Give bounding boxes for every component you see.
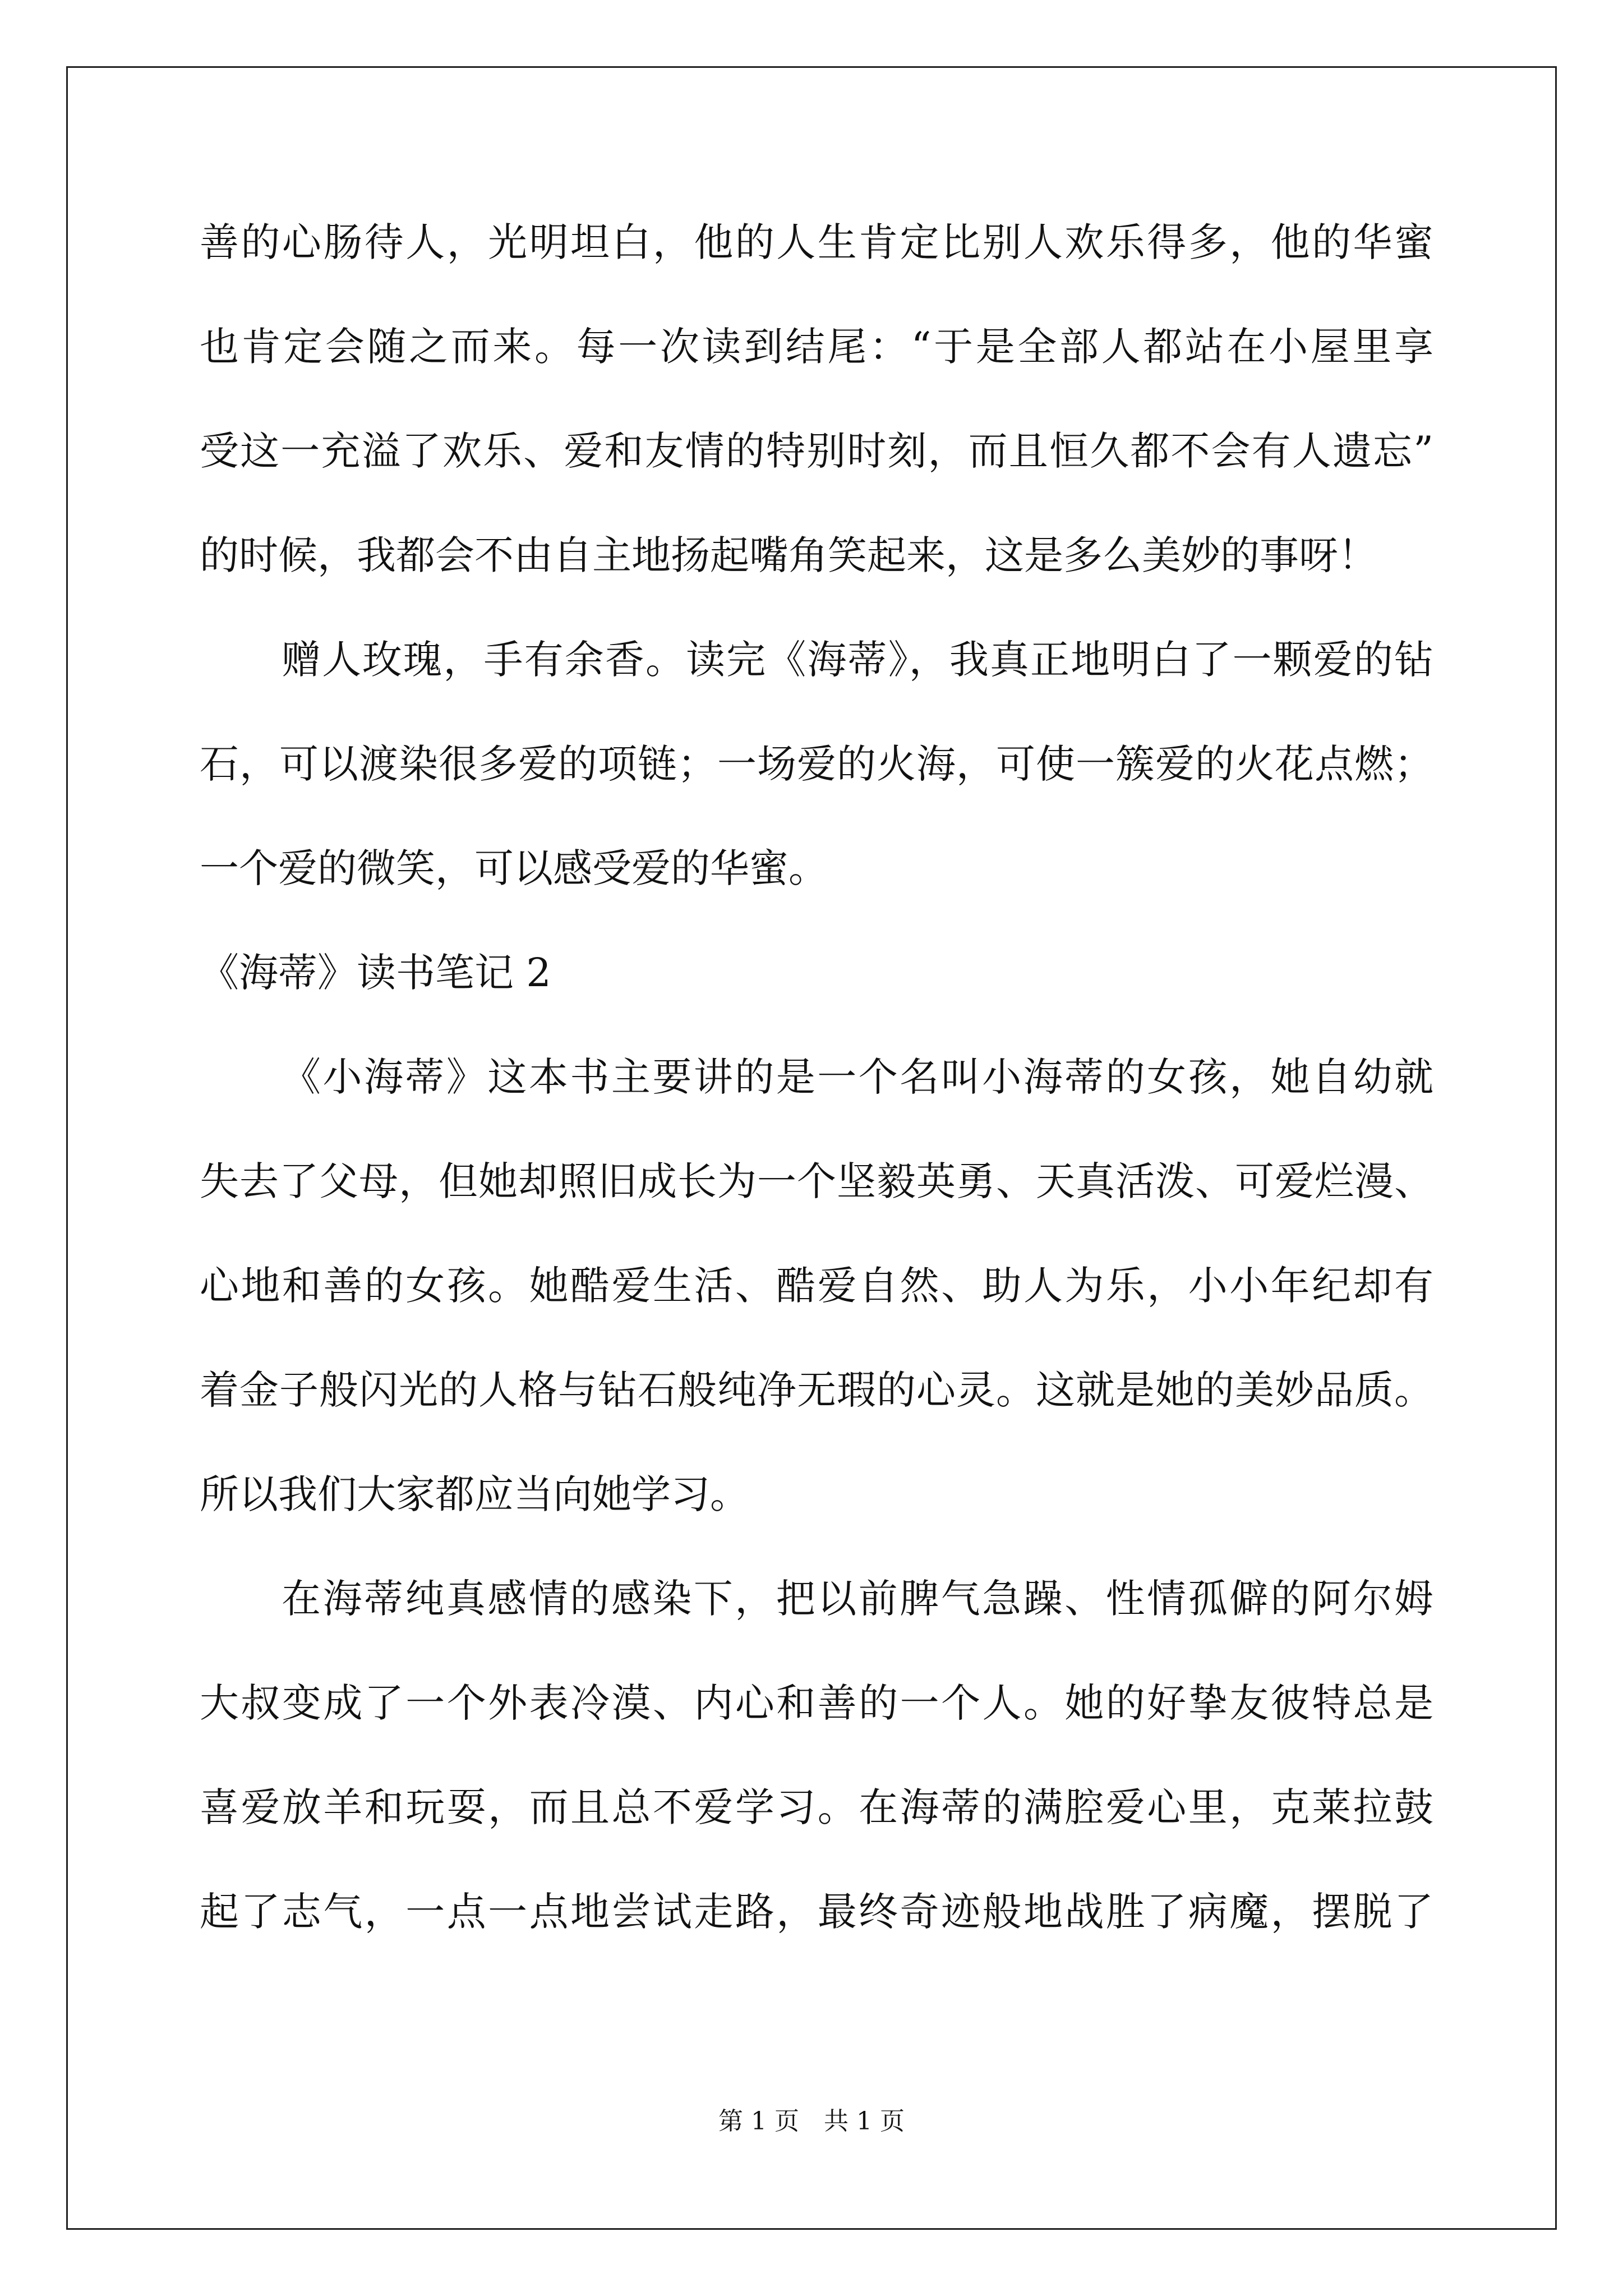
page-number: 第 1 页 共 1 页 — [718, 2107, 905, 2136]
text-line: 在海蒂纯真感情的感染下，把以前脾气急躁、性情孤僻的阿尔姆 — [282, 1576, 1433, 1622]
text-line: 所以我们大家都应当向她学习。 — [200, 1471, 749, 1517]
text-line: 喜爱放羊和玩耍，而且总不爱学习。在海蒂的满腔爱心里，克莱拉鼓 — [200, 1784, 1433, 1830]
text-line: 起了志气，一点一点地尝试走路，最终奇迹般地战胜了病魔，摆脱了 — [200, 1889, 1433, 1935]
text-line: 心地和善的女孩。她酷爱生活、酷爱自然、助人为乐，小小年纪却有 — [200, 1263, 1433, 1309]
section-heading: 《海蒂》读书笔记 2 — [200, 950, 551, 996]
text-line: 一个爱的微笑，可以感受爱的华蜜。 — [200, 845, 828, 891]
text-line: 着金子般闪光的人格与钻石般纯净无瑕的心灵。这就是她的美妙品质。 — [200, 1367, 1433, 1413]
text-line: 受这一充溢了欢乐、爱和友情的特别时刻，而且恒久都不会有人遗忘” — [200, 428, 1433, 474]
text-line: 的时候，我都会不由自主地扬起嘴角笑起来，这是多么美妙的事呀！ — [200, 532, 1377, 578]
text-line: 石，可以渡染很多爱的项链；一场爱的火海，可使一簇爱的火花点燃； — [200, 741, 1433, 787]
text-line: 失去了父母，但她却照旧成长为一个坚毅英勇、天真活泼、可爱烂漫、 — [200, 1158, 1433, 1204]
document-body — [200, 214, 1433, 1988]
text-line: 善的心肠待人，光明坦白，他的人生肯定比别人欢乐得多，他的华蜜 — [200, 219, 1433, 265]
text-line: 大叔变成了一个外表冷漠、内心和善的一个人。她的好挚友彼特总是 — [200, 1680, 1433, 1726]
text-line: 《小海蒂》这本书主要讲的是一个名叫小海蒂的女孩，她自幼就 — [282, 1054, 1433, 1100]
text-line: 也肯定会随之而来。每一次读到结尾：“于是全部人都站在小屋里享 — [200, 324, 1433, 370]
text-line: 赠人玫瑰，手有余香。读完《海蒂》，我真正地明白了一颗爱的钻 — [282, 637, 1433, 683]
